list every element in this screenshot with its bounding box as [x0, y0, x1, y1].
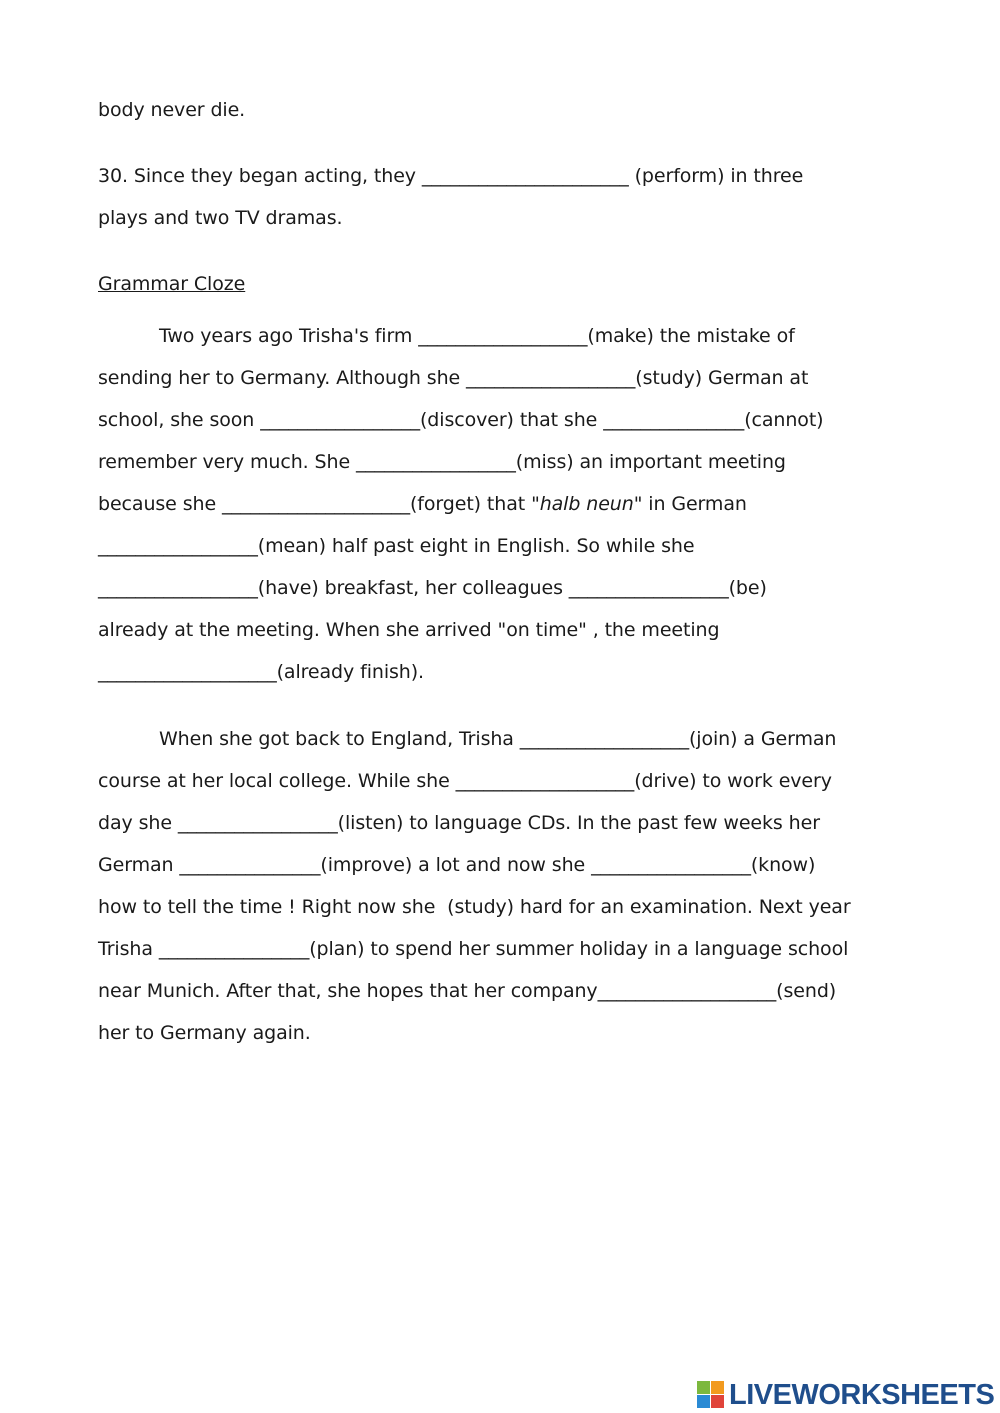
paragraph-1-line: already at the meeting. When she arrived "on time" , the meeting [98, 619, 720, 641]
paragraph-2-line: Trisha ________________(plan) to spend her summer holiday in a language school [98, 938, 849, 960]
paragraph-2-line: course at her local college. While she ___________________(drive) to work every [98, 770, 832, 792]
logo-mark-icon [697, 1381, 725, 1409]
liveworksheets-logo [697, 1378, 997, 1412]
logo-text: LIVEWORKSHEETS [729, 1379, 995, 1411]
german-phrase: "halb neun [531, 493, 634, 515]
paragraph-1-line: remember very much. She _________________(miss) an important meeting [98, 451, 786, 473]
paragraph-1-line: sending her to Germany. Although she __________________(study) German at [98, 367, 809, 389]
paragraph-2-line: near Munich. After that, she hopes that her company___________________(send) [98, 980, 837, 1002]
paragraph-2-line: When she got back to England, Trisha __________________(join) a German [159, 728, 837, 750]
text-segment: because she ____________________(forget) that [98, 493, 532, 515]
paragraph-2-line: her to Germany again. [98, 1022, 311, 1044]
paragraph-1-line: school, she soon _________________(discover) that she _______________(cannot) [98, 409, 824, 431]
section-heading: Grammar Cloze [98, 273, 246, 295]
paragraph-2-line: German _______________(improve) a lot and now she _________________(know) [98, 854, 816, 876]
paragraph-1-line: Two years ago Trisha's firm __________________(make) the mistake of [159, 325, 795, 347]
paragraph-1-line: _________________(have) breakfast, her colleagues _________________(be) [98, 577, 767, 599]
paragraph-2-line: how to tell the time ! Right now she (study) hard for an examination. Next year [98, 896, 851, 918]
paragraph-2-line: day she _________________(listen) to language CDs. In the past few weeks her [98, 812, 820, 834]
paragraph-1-line: _________________(mean) half past eight in English. So while she [98, 535, 695, 557]
question-30: 30. Since they began acting, they ______________________ (perform) in three [98, 165, 804, 187]
text-line: body never die. [98, 99, 246, 121]
paragraph-1-line: ___________________(already finish). [98, 661, 424, 683]
text-segment: " in German [633, 493, 747, 515]
paragraph-1-line [98, 492, 747, 516]
text-line: plays and two TV dramas. [98, 207, 343, 229]
